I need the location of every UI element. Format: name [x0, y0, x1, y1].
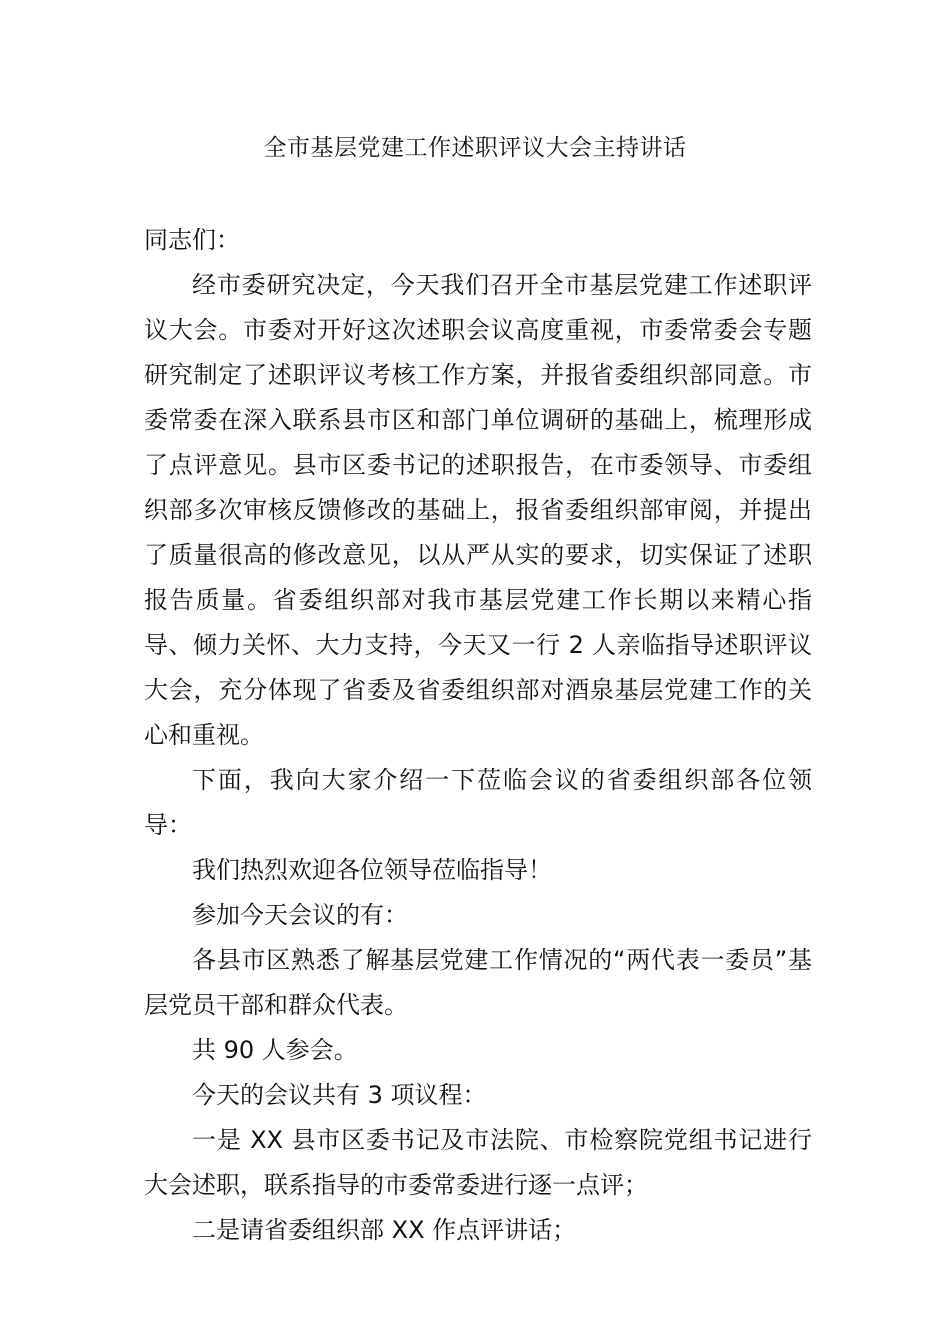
paragraph-welcome: 我们热烈欢迎各位领导莅临指导！	[192, 856, 552, 884]
document-title: 全市基层党建工作述职评议大会主持讲话	[263, 135, 687, 161]
paragraph-opening: 经市委研究决定，今天我们召开全市基层党建工作述职评议大会。市委对开好这次述职会议高度重视，市委常委会专题研究制定了述职评议考核工作方案，并报省委组织部同意。市委常委在深入联系县市区和部门单位调研的基础上，梳理形成了点评意见。县市区委书记的述职报告，在市委领导、市委组织部多次审核反馈修改的基础上，报省委组织部审阅，并提出了质量很高的修改意见，以从严从实的要求，切实保证了述职报告质量。省委组织部对我市基层党建工作长期以来精心指导、倾力关怀、大力支持，今天又一行 2 人亲临指导述职评议大会，充分体现了省委及省委组织部对酒泉基层党建工作的关心和重视。	[144, 271, 812, 749]
paragraph-agenda-item-1: 一是 XX 县市区委书记及市法院、市检察院党组书记进行大会述职，联系指导的市委常委进行逐一点评；	[144, 1126, 812, 1199]
document-body	[144, 218, 812, 1253]
paragraph-attendee-count: 共 90 人参会。	[192, 1036, 358, 1064]
paragraph-agenda-intro: 今天的会议共有 3 项议程：	[192, 1081, 487, 1109]
salutation: 同志们：	[144, 226, 240, 254]
paragraph-introduce-leaders: 下面，我向大家介绍一下莅临会议的省委组织部各位领导：	[144, 766, 812, 839]
paragraph-attendees-intro: 参加今天会议的有：	[192, 901, 408, 929]
paragraph-attendees: 各县市区熟悉了解基层党建工作情况的“两代表一委员”基层党员干部和群众代表。	[144, 946, 812, 1019]
paragraph-agenda-item-2: 二是请省委组织部 XX 作点评讲话；	[192, 1216, 577, 1244]
